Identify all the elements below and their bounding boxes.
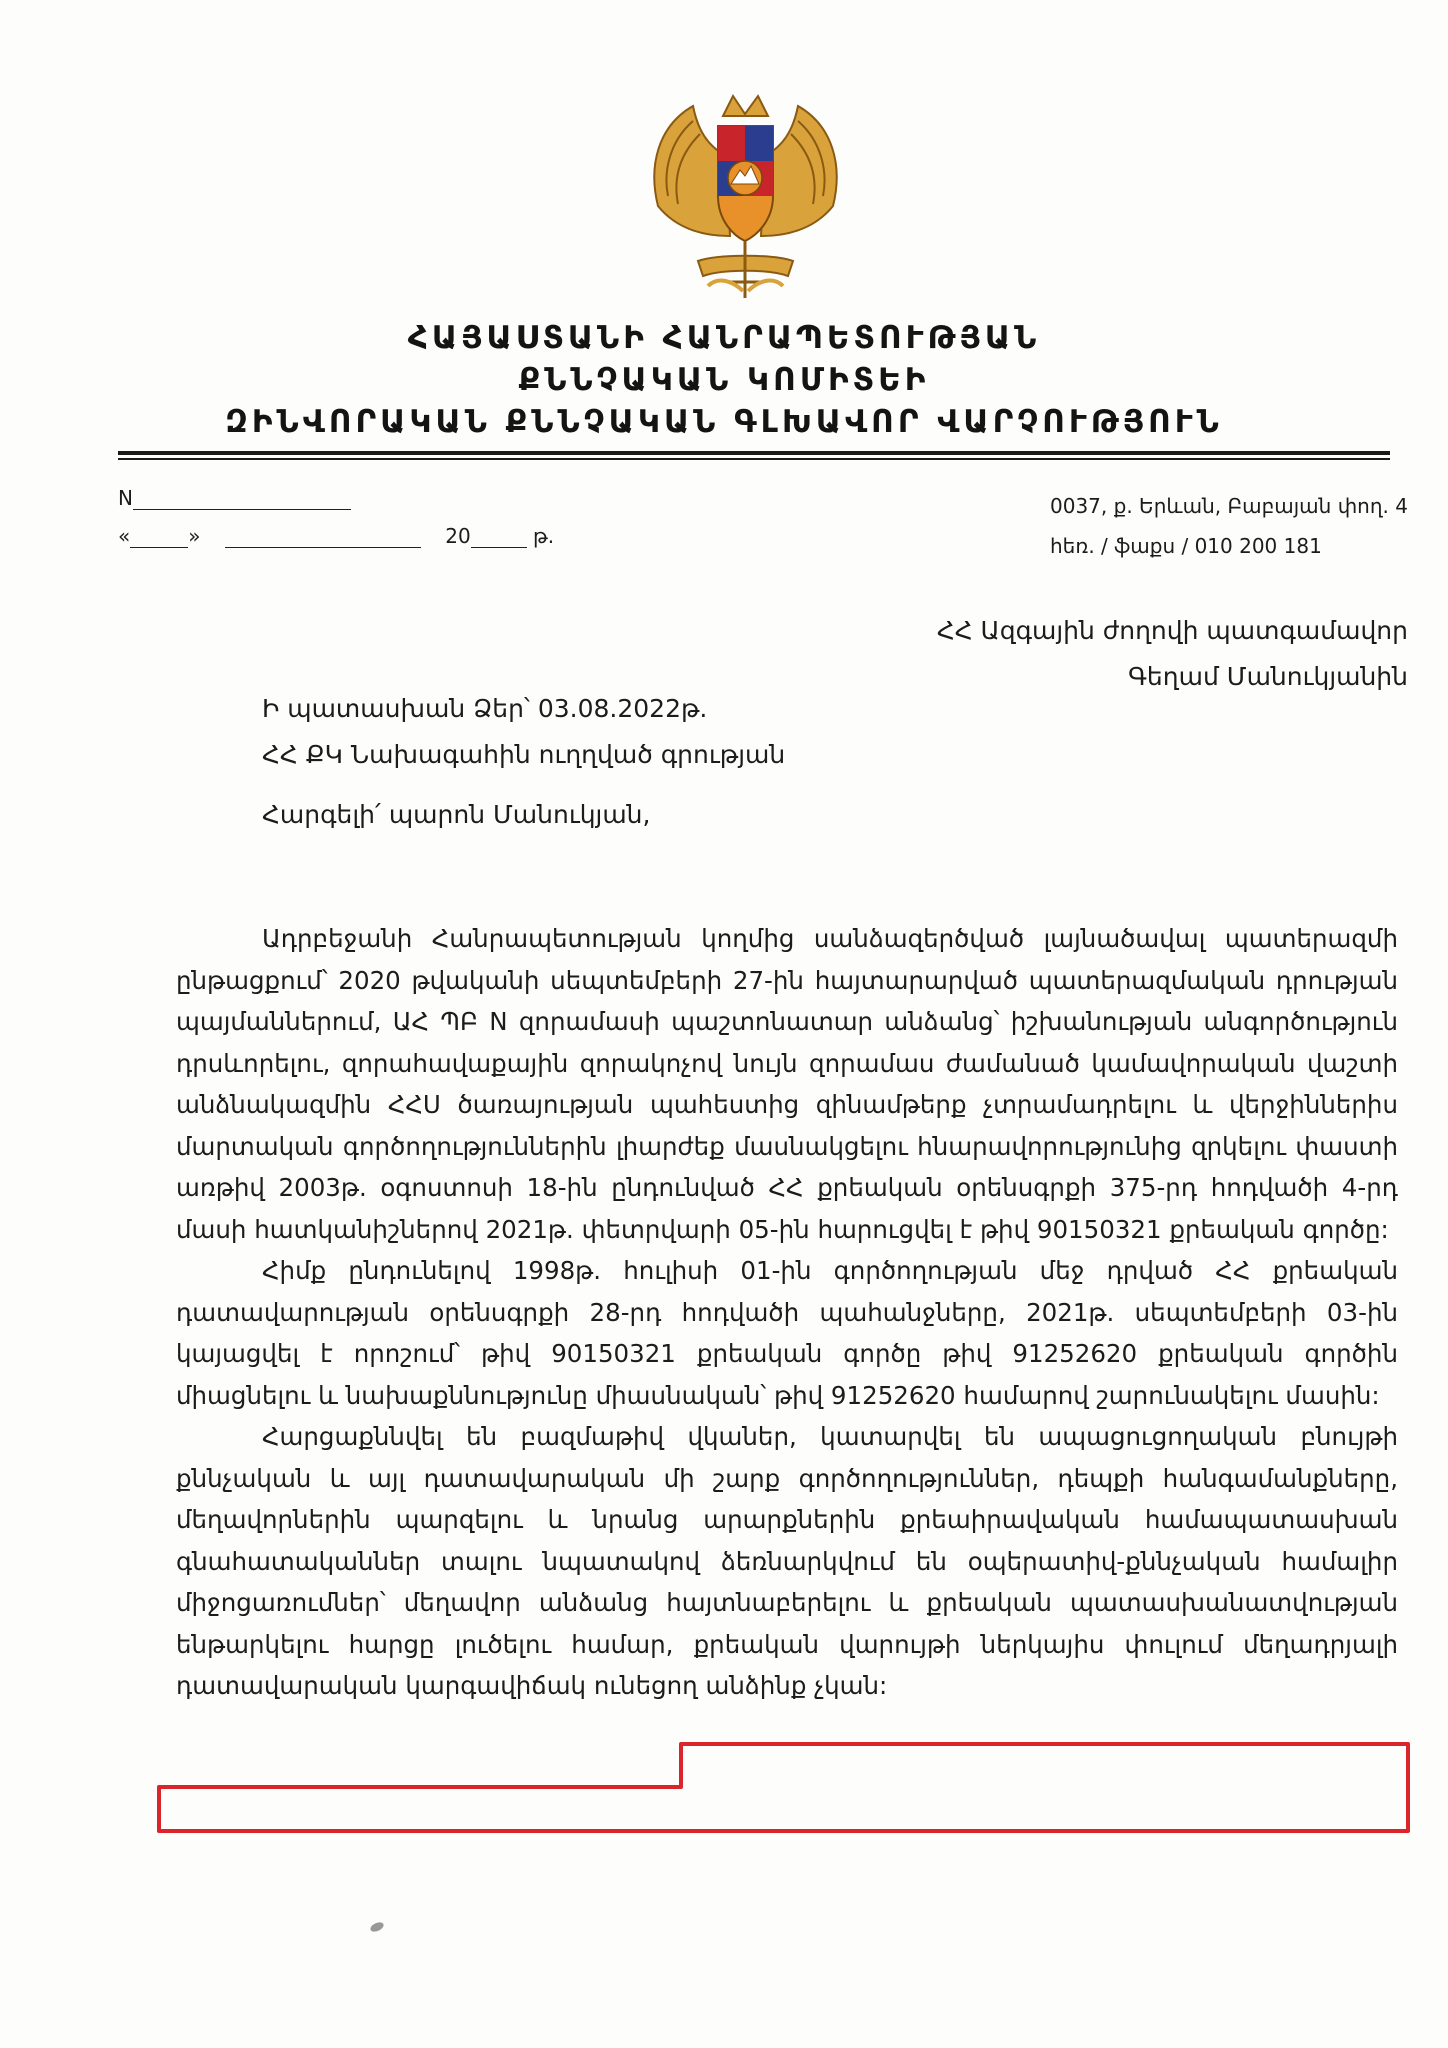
date-close-quote: » [188,524,201,548]
sender-address: 0037, ք. Երևան, Բաբայան փող. 4 [1050,494,1408,518]
date-open-quote: « [118,524,131,548]
month-blank [225,525,421,548]
greeting: Հարգելի՛ պարոն Մանուկյան, [262,800,651,829]
scan-speck [369,1920,385,1933]
reference-line-1: Ի պատասխան Ձեր՝ 03.08.2022թ. [262,694,708,723]
header-line-2: ՔՆՆՉԱԿԱՆ ԿՈՄԻՏԵԻ [518,362,930,398]
body-paragraph-2: Հիմք ընդունելով 1998թ. հուլիսի 01-ին գործողության մեջ դրված ՀՀ քրեական դատավարության օրենսգրքի 28-րդ հոդվածի պահանջները, 2021թ. սեպտեմբերի 03-ին կայացվել է որոշում՝ թիվ 90150321 քրեական գործը թիվ 91252620 քրեական գործին միացնելու և նախաքննությունը միասնական՝ թիվ 91252620 համարով շարունակելու մասին: [176,1256,1398,1410]
reference-block [262,686,785,778]
sender-phone: հեռ. / ֆաքս / 010 200 181 [1050,534,1322,558]
header-rule-thin [118,458,1390,460]
number-blank [133,487,351,510]
header-line-1: ՀԱՅԱՍՏԱՆԻ ՀԱՆՐԱՊԵՏՈՒԹՅԱՆ [407,320,1041,356]
number-label: N [118,486,133,510]
body-paragraph-3-text: Հարցաքննվել են բազմաթիվ վկաներ, կատարվել են ապացուցողական բնույթի քննչական և այլ դատավարական մի շարք գործողություններ, դեպքի հանգամանքները, մեղավորներին պարզելու և նրանց արարքներին քրեաիրավական համապատասխան գնահատականներ տալու նպատակով ձեռնարկվում են օպերատիվ-քննչական համալիր միջոցառումներ՝ մեղավոր անձանց հայտնաբերելու և քրեական պատասխանատվության ենթարկելու հարցը լուծելու համար, [176,1422,1398,1659]
body-paragraph-1: Ադրբեջանի Հանրապետության կողմից սանձազերծված լայնածավալ պատերազմի ընթացքում՝ 2020 թվականի սեպտեմբերի 27-ին հայտարարված պատերազմական դրության պայմաններում, ԱՀ ՊԲ N զորամասի պաշտոնատար անձանց՝ իշխանության անգործություն դրսևորելու, զորահավաքային զորակոչով նույն զորամաս ժամանած կամավորական վաշտի անձնակազմին ՀՀՍ ծառայության պահեստից զինամթերք չտրամադրելու և վերջիններիս մարտական գործողություններին լիարժեք մասնակցելու հնարավորությունից զրկելու փաստի առթիվ 2003թ. օգոստոսի 18-ին ընդունված ՀՀ քրեական օրենսգրքի 375-րդ հոդվածի 4-րդ մասի հատկանիշներով 2021թ. փետրվարի 05-ին հարուցվել է թիվ 90150321 քրեական գործը: [176,924,1398,1244]
armenia-coat-of-arms-icon [638,86,853,306]
year-blank [471,525,527,548]
sender-contacts [1050,486,1408,566]
recipient-name: Գեղամ Մանուկյանին [1128,662,1408,691]
red-highlight-outline [156,1741,1414,1835]
reference-line-2: ՀՀ ՔԿ Նախագահին ուղղված գրության [262,740,786,769]
day-blank [130,525,188,548]
body-paragraph-3 [176,1416,1398,1707]
year-suffix: թ. [533,524,555,548]
header-line-3: ԶԻՆՎՈՐԱԿԱՆ ՔՆՆՉԱԿԱՆ ԳԼԽԱՎՈՐ ՎԱՐՉՈՒԹՅՈՒՆ [225,404,1223,440]
letter-body [176,918,1398,1707]
recipient-block [937,608,1408,700]
year-prefix: 20 [445,524,471,548]
header-rule-thick [118,451,1390,455]
recipient-title: ՀՀ Ազգային ժողովի պատգամավոր [936,616,1408,645]
highlighted-statement: քրեական վարույթի ներկայիս փուլում մեղադրյալի դատավարական կարգավիճակ ունեցող անձինք չկան: [176,1629,1398,1700]
